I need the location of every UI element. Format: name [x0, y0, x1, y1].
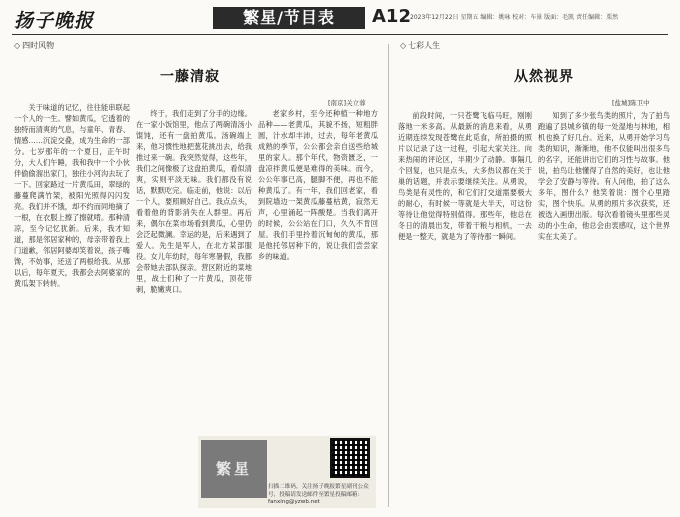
- article-text: 前段时间，一只苍鹭飞临马旺，刚刚落地一米多高。从最新的消息来看，从勇近期连续发现苍鹭在此觅食，所拍摄的照片以记录了这一过程，引起大家关注。向来热闹的评论区，半期少了动静。事隔几个回复，也只是点头，大多热议都在关于巢的话题，并表示要继续关注。从勇说，鸟类是有灵性的，和它们打交道需要极大的耐心，有时候一等就是大半天，可这份等待让他觉得特别值得。那些年，他总在冬日的清晨出发，带着干粮与相机，一去便是一整天，就是为了等待那一瞬间。: [398, 111, 532, 241]
- article-text: 老家乡村，至今还种植一种地方品种——老黄瓜，其貌不扬，短粗胖圆，汁水却丰沛，过去，每年老黄瓜成熟的季节，公公都会亲自送些给城里的家人。那个年代，物资匮乏，一盘凉拌黄瓜便是难得的美味。而今，公公年事已高，腿脚不便，再也不能种黄瓜了。有一年，我们回老家，看到院墙边一架黄瓜藤蔓枯黄，寂然无声，心里涌起一阵酸楚。当我们离开的时候，公公站在门口，久久不肯回屋。我们手里拎着沉甸甸的黄瓜，那是他托邻居种下的，说让我们尝尝家乡的味道。: [258, 109, 378, 261]
- article-text: 关于味道的记忆，往往能串联起一个人的一生。譬如黄瓜，它透着的独特而清爽的气息，与童年、青春、情感……沉淀交叠，成为生命的一部分。七岁那年的一个夏日，正午时分，大人们午睡，我和我中一个小伙伴偷偷溜出家门，独往小河沟去玩了一下。回家路过一片黄瓜田，翠绿的藤蔓爬满竹架，被阳光照得闪闪发亮。我们并不饿，却不约而同地摘了一根，在衣服上擦了擦就啃。那种清凉，至今记忆犹新。后来，我才知道，那是邻居家种的，母亲带着我上门道歉，邻居阿婆却笑着说，孩子嘴馋，不妨事，还送了两根给我。从那以后，每年夏天，我都会去阿婆家的黄瓜架下转转。: [14, 103, 130, 288]
- column-divider: [388, 44, 389, 507]
- byline-right: [盐城]陈卫中: [612, 99, 650, 107]
- page-number: A12: [372, 6, 411, 27]
- section-title: 繁星/节目表: [213, 7, 365, 29]
- promo-text: 扫描二维码，关注扬子晚报繁星副刊公众号，投稿请发送邮件至繁星投稿邮箱：fanxing@yzwb.net: [268, 484, 369, 505]
- edition-meta: 2023年12月22日 星期五 编辑：姚咏 校对：车景 版面：毛凯 责任编辑：栗然: [410, 14, 619, 21]
- masthead: [0, 0, 680, 40]
- article-column-left-3: [258, 108, 378, 430]
- qr-code-icon[interactable]: [330, 438, 370, 478]
- newspaper-logo: 扬子晚报: [14, 10, 95, 32]
- byline-left: [南京]关立蓉: [328, 99, 366, 107]
- article-column-right-1: [398, 110, 532, 507]
- fanxing-seal: 繁星: [201, 440, 267, 498]
- article-title-left: 一藤清寂: [160, 69, 220, 85]
- diamond-icon: ◇: [400, 41, 407, 50]
- column-tag-left: ◇ 四时风物: [14, 41, 55, 50]
- article-text: 知到了多少张鸟类的照片，为了拍鸟跑遍了县城乡镇的每一处湿地与林地，相机也换了好几台。近来，从勇开始学习鸟类的知识，渐渐地，他不仅能叫出很多鸟的名字，还能讲出它们的习性与故事。他说，拍鸟让他懂得了自然的美好，也让他学会了安静与等待。有人问他，拍了这么多年，图什么？他笑着说：图个心里踏实，图个快乐。从勇的照片多次获奖，还被选入画册出版。每次看着镜头里那些灵动的小生命，他总会由衷感叹，这个世界实在太美了。: [538, 111, 670, 241]
- diamond-icon: ◇: [14, 41, 21, 50]
- article-text: 终于，我们走到了分手的边缘。在一家小饭馆里，他点了两碗清汤小馄饨，还有一盘拍黄瓜。汤碗端上来，他习惯性地把葱花挑出去，给我推过来一碗。我突然觉得，这些年，我们之间像极了这盘拍黄瓜，看似清爽，实则平淡无味。我们都没有说话，默默吃完。临走前，他说：以后一个人，要照顾好自己。我点点头，看着他的背影消失在人群里。再后来，偶尔在菜市场看到黄瓜，心里仍会泛起微澜。幸运的是，后来遇到了爱人。先生是军人，在北方某部服役。女儿年幼时，每年寒暑假，我都会带她去部队探亲。营区附近的菜地里，战士们种了一片黄瓜，顶花带刺，脆嫩爽口。: [136, 109, 252, 294]
- column-tag-right: ◇ 七彩人生: [400, 41, 441, 50]
- masthead-rule: [12, 34, 668, 35]
- article-title-right: 从然视界: [514, 69, 574, 85]
- article-column-right-2: [538, 110, 670, 507]
- article-column-left-1: [14, 102, 130, 507]
